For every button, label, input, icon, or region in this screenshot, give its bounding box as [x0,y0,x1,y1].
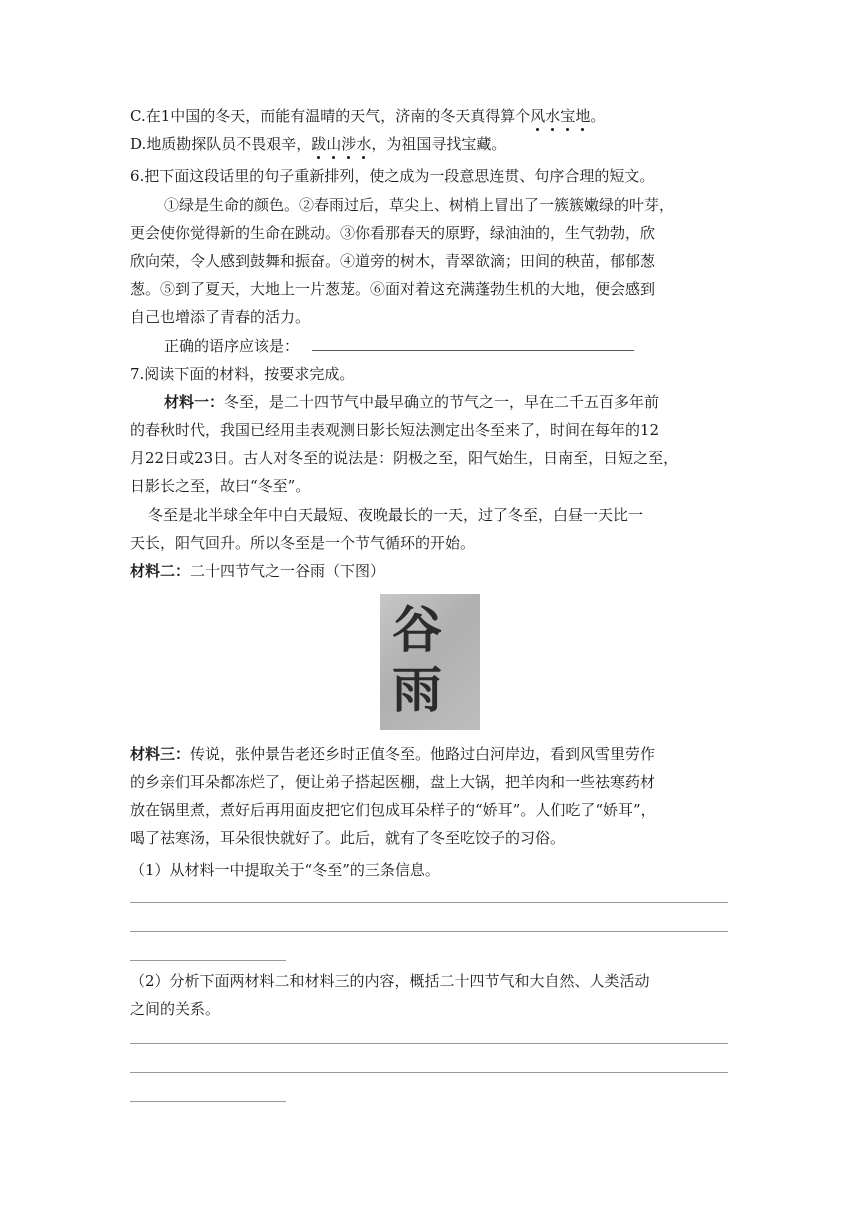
material-1-line: 材料一：冬至，是二十四节气中最早确立的节气之一，早在二千五百多年前 [164,393,660,411]
answer-line[interactable] [130,1043,728,1044]
dotted-char: 水 [545,107,561,125]
answer-line[interactable] [130,1101,286,1102]
question-6-prompt: 6.把下面这段话里的句子重新排列，使之成为一段意思连贯、句序合理的短文。 [130,167,655,185]
option-c: C.在1中国的冬天，而能有温晴的天气，济南的冬天真得算个风水宝地。 [130,107,606,125]
dotted-char: 地 [575,107,591,125]
q6-passage-line: 自己也增添了青春的活力。 [130,308,311,326]
q6-passage-line: ①绿是生命的颜色。②春雨过后，草尖上、树梢上冒出了一簇簇嫩绿的叶芽， [164,196,675,214]
material-1-label: 材料一： [164,393,225,411]
q6-passage-line: 欣向荣，令人感到鼓舞和振奋。④道旁的树木，青翠欲滴；田间的秧苗，郁郁葱 [130,252,656,270]
photo-char: 雨 [392,660,442,719]
material-1-line: 的春秋时代，我国已经用圭表观测日影长短法测定出冬至来了，时间在每年的12 [130,421,660,439]
dotted-char: 山 [326,135,342,153]
question-7-prompt: 7.阅读下面的材料，按要求完成。 [130,365,355,383]
material-2-line: 材料二：二十四节气之一谷雨（下图） [130,562,386,580]
material-3-line: 喝了祛寒汤，耳朵很快就好了。此后，就有了冬至吃饺子的习俗。 [130,829,566,847]
answer-line[interactable] [130,1072,728,1073]
q6-answer-blank[interactable] [312,350,634,351]
photo-char: 谷 [392,600,442,659]
material-3-line: 的乡亲们耳朵都冻烂了，便让弟子搭起医棚，盘上大锅，把羊肉和一些祛寒药材 [130,773,656,791]
answer-line[interactable] [130,902,728,903]
material-1-line: 月22日或23日。古人对冬至的说法是：阴极之至，阳气始生，日南至，日短之至， [130,449,679,467]
material-1-line: 冬至是北半球全年中白天最短、夜晚最长的一天，过了冬至，白昼一天比一 [148,506,644,524]
dotted-char: 风 [530,107,546,125]
material-1-line: 天长，阳气回升。所以冬至是一个节气循环的开始。 [130,534,476,552]
dotted-char: 涉 [341,135,357,153]
dotted-char: 水 [356,135,372,153]
answer-line[interactable] [130,931,728,932]
material-3-label: 材料三： [130,745,191,763]
material-1-line: 日影长之至，故曰“冬至”。 [130,477,311,495]
material-3-line: 材料三：传说，张仲景告老还乡时正值冬至。他路过白河岸边，看到风雪里劳作 [130,745,656,763]
option-c-text: C.在1中国的冬天，而能有温晴的天气，济南的冬天真得算个 [130,107,531,125]
dotted-char: 宝 [560,107,576,125]
sub-question-2: （2）分析下面两材料二和材料三的内容，概括二十四节气和大自然、人类活动 [130,972,650,990]
dotted-char: 跋 [311,135,327,153]
answer-line[interactable] [130,960,286,961]
material-3-line: 放在锅里煮，煮好后再用面皮把它们包成耳朵样子的“娇耳”。人们吃了“娇耳”， [130,801,656,819]
q6-passage-line: 葱。⑤到了夏天，大地上一片葱茏。⑥面对着这充满蓬勃生机的大地，便会感到 [130,280,656,298]
q6-answer-label: 正确的语序应该是： [164,337,300,355]
material-2-label: 材料二： [130,562,191,580]
sub-question-2-cont: 之间的关系。 [130,1000,221,1018]
option-d-text: D.地质勘探队员不畏艰辛， [130,135,312,153]
q6-passage-line: 更会使你觉得新的生命在跳动。③你看那春天的原野，绿油油的，生气勃勃，欣 [130,224,656,242]
sub-question-1: （1）从材料一中提取关于“冬至”的三条信息。 [130,861,440,879]
option-d: D.地质勘探队员不畏艰辛，跋山涉水，为祖国寻找宝藏。 [130,135,507,153]
photo-small-print [460,606,474,666]
guyu-photo [380,594,480,730]
